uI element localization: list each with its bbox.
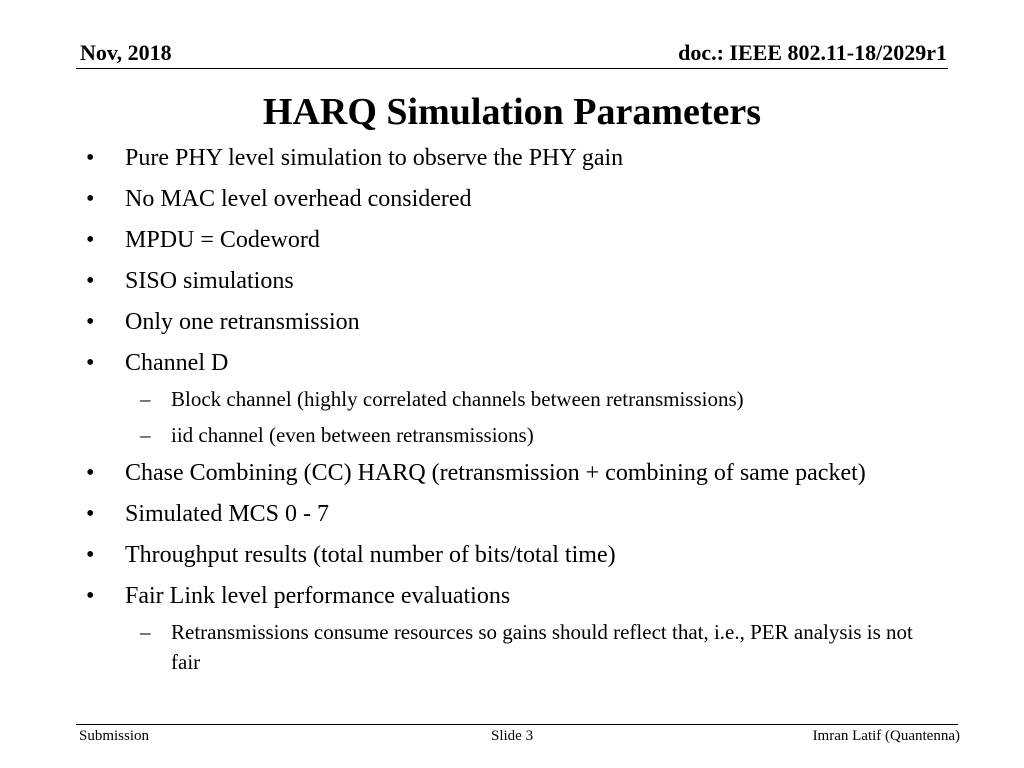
bullet-marker: • (86, 460, 95, 486)
sub-bullet-marker: – (140, 423, 151, 447)
footer-divider (76, 724, 958, 725)
bullet-marker: • (86, 186, 95, 212)
bullet-marker: • (86, 501, 95, 527)
bullet-item (86, 264, 946, 299)
bullet-text: Only one retransmission (125, 309, 360, 335)
sub-bullet-text: Retransmissions consume resources so gains should reflect that, i.e., PER analysis is not fair (171, 620, 913, 674)
bullet-marker: • (86, 227, 95, 253)
bullet-item (86, 579, 946, 614)
header-date: Nov, 2018 (80, 40, 172, 65)
footer-slide-number: Slide 3 (491, 728, 534, 744)
bullet-text: Throughput results (total number of bits/total time) (125, 542, 616, 568)
bullet-text: Simulated MCS 0 - 7 (125, 501, 330, 527)
bullet-item (86, 346, 946, 381)
bullet-marker: • (86, 583, 95, 609)
sub-bullet-text: Block channel (highly correlated channels between retransmissions) (171, 387, 744, 411)
footer-submission: Submission (79, 728, 150, 744)
bullet-text: No MAC level overhead considered (125, 186, 472, 212)
bullet-marker: • (86, 542, 95, 568)
slide-title: HARQ Simulation Parameters (262, 91, 762, 133)
bullet-item (86, 456, 946, 491)
bullet-text: Channel D (125, 350, 229, 376)
bullet-item (86, 305, 946, 340)
sub-bullet-item (86, 420, 946, 450)
bullet-item (86, 538, 946, 573)
bullet-marker: • (86, 268, 95, 294)
sub-bullet-marker: – (140, 620, 151, 644)
bullet-list (86, 141, 946, 683)
bullet-item (86, 182, 946, 217)
footer-author: Imran Latif (Quantenna) (812, 728, 960, 744)
bullet-item (86, 141, 946, 176)
bullet-item (86, 223, 946, 258)
bullet-item (86, 497, 946, 532)
header-doc-id: doc.: IEEE 802.11-18/2029r1 (678, 40, 947, 65)
bullet-text: Fair Link level performance evaluations (125, 583, 511, 609)
bullet-text: SISO simulations (125, 268, 294, 294)
bullet-marker: • (86, 309, 95, 335)
sub-bullet-marker: – (140, 387, 151, 411)
sub-bullet-item (86, 384, 946, 414)
header-divider (76, 68, 948, 69)
bullet-text: Chase Combining (CC) HARQ (retransmission + combining of same packet) (125, 460, 866, 486)
bullet-marker: • (86, 350, 95, 376)
bullet-marker: • (86, 145, 95, 171)
sub-bullet-item (86, 617, 946, 677)
sub-bullet-text: iid channel (even between retransmissions) (171, 423, 534, 447)
bullet-text: MPDU = Codeword (125, 227, 320, 253)
bullet-text: Pure PHY level simulation to observe the PHY gain (125, 145, 624, 171)
